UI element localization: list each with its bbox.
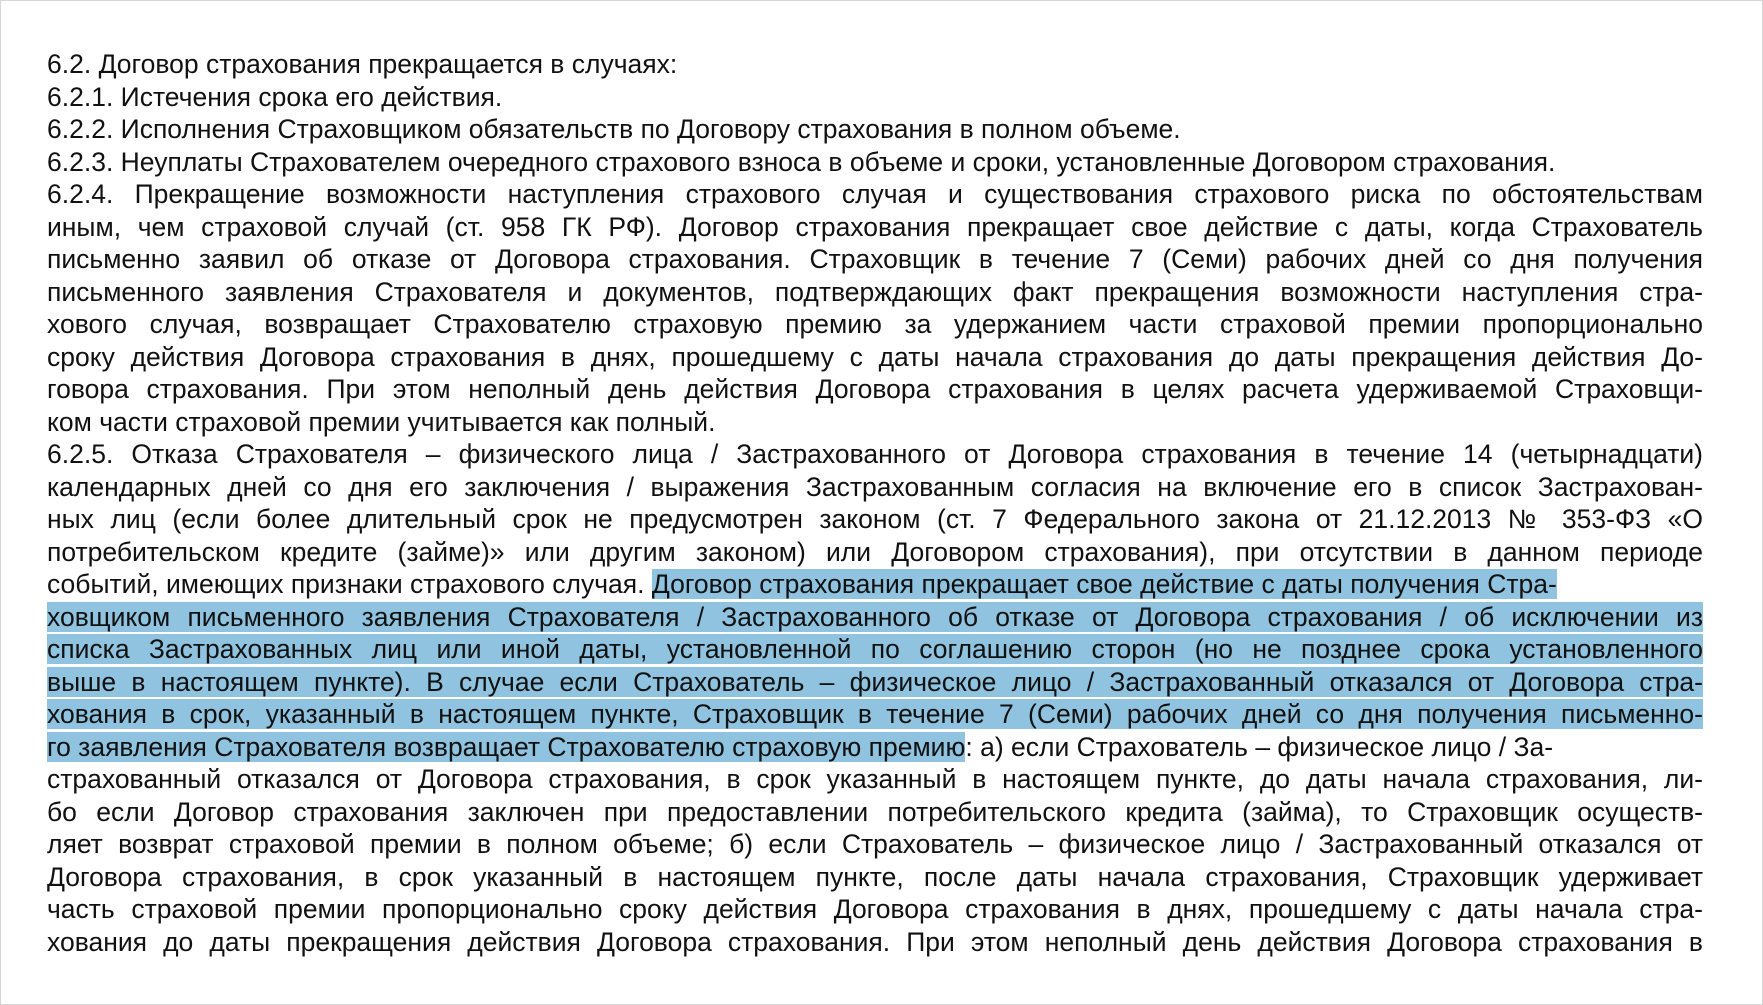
highlighted-text: ховщиком письменного заявления Страхователя / Застрахованного об отказе от Договора страхования / об исключении из — [47, 601, 1703, 632]
highlighted-text: хования в срок, указанный в настоящем пункте, Страховщик в течение 7 (Семи) рабочих дней со дня получения письменно- — [47, 699, 1703, 729]
text-line — [47, 601, 1703, 634]
text-line — [47, 536, 1703, 569]
text-line — [47, 373, 1703, 406]
text-segment: 6.2.5. Отказа Страхователя – физического лица / Застрахованного от Договора страхования в течение 14 (четырнадцати) — [47, 439, 1703, 469]
text-line — [47, 731, 1703, 764]
text-segment: событий, имеющих признаки страхового случая. — [47, 569, 652, 599]
text-segment: 6.2.2. Исполнения Страховщиком обязательств по Договору страхования в полном объеме. — [47, 114, 1181, 144]
text-segment: письменно заявил об отказе от Договора страхования. Страховщик в течение 7 (Семи) рабочих дней со дня получения — [47, 244, 1703, 274]
text-segment: бо если Договор страхования заключен при предоставлении потребительского кредита (займа), то Страховщик осуществ- — [47, 796, 1703, 827]
highlighted-text: го заявления Страхователя возвращает Страхователю страховую премию — [47, 731, 966, 762]
text-segment: ляет возврат страховой премии в полном объеме; б) если Страхователь – физическое лицо / Застрахованный отказался от — [47, 829, 1703, 859]
text-line — [47, 666, 1703, 699]
document-text[interactable] — [47, 48, 1703, 958]
text-line — [47, 81, 1703, 114]
text-segment: ком части страховой премии учитывается как полный. — [47, 406, 716, 437]
text-line — [47, 48, 1703, 81]
text-line — [47, 633, 1703, 666]
highlighted-text: списка Застрахованных лиц или иной даты, установленной по соглашению сторон (но не позднее срока установленного — [47, 634, 1703, 664]
text-line — [47, 861, 1703, 894]
text-segment: страхованный отказался от Договора страхования, в срок указанный в настоящем пункте, до даты начала страхования, ли- — [47, 764, 1703, 794]
text-line — [47, 828, 1703, 861]
highlighted-text: Договор страхования прекращает свое действие с даты получения Стра- — [651, 569, 1557, 599]
text-line — [47, 406, 1703, 439]
text-line — [47, 178, 1703, 211]
text-segment: сроку действия Договора страхования в днях, прошедшему с даты начала страхования до даты прекращения действия До- — [47, 341, 1703, 372]
text-segment: : а) если Страхователь – физическое лицо / За- — [965, 731, 1554, 762]
text-segment: хового случая, возвращает Страхователю страховую премию за удержанием части страховой премии пропорционально — [47, 309, 1703, 339]
text-line — [47, 276, 1703, 309]
text-segment: иным, чем страховой случай (ст. 958 ГК РФ). Договор страхования прекращает свое действие с даты, когда Страхователь — [47, 211, 1703, 242]
text-segment: часть страховой премии пропорционально сроку действия Договора страхования в днях, прошедшему с даты начала стра- — [47, 894, 1703, 924]
text-line — [47, 926, 1703, 959]
text-segment: 6.2. Договор страхования прекращается в случаях: — [47, 49, 678, 79]
text-segment: Договора страхования, в срок указанный в настоящем пункте, после даты начала страхования, Страховщик удерживает — [47, 861, 1703, 892]
text-line — [47, 341, 1703, 374]
text-line — [47, 113, 1703, 146]
text-line — [47, 146, 1703, 179]
text-segment: потребительском кредите (займе)» или другим законом) или Договором страхования), при отсутствии в данном периоде — [47, 536, 1703, 567]
text-line — [47, 211, 1703, 244]
text-line — [47, 893, 1703, 926]
text-line — [47, 308, 1703, 341]
text-segment: 6.2.4. Прекращение возможности наступления страхового случая и существования страхового риска по обстоятельствам — [47, 179, 1703, 209]
text-segment: хования до даты прекращения действия Договора страхования. При этом неполный день действия Договора страхования в — [47, 926, 1703, 957]
text-line — [47, 796, 1703, 829]
text-line — [47, 568, 1703, 601]
text-segment: письменного заявления Страхователя и документов, подтверждающих факт прекращения возможности наступления стра- — [47, 276, 1703, 307]
text-segment: 6.2.1. Истечения срока его действия. — [47, 81, 503, 112]
text-line — [47, 698, 1703, 731]
text-line — [47, 763, 1703, 796]
text-segment: 6.2.3. Неуплаты Страхователем очередного страхового взноса в объеме и сроки, установленные Договором страхования. — [47, 146, 1556, 177]
text-line — [47, 438, 1703, 471]
text-line — [47, 471, 1703, 504]
text-line — [47, 503, 1703, 536]
text-segment: говора страхования. При этом неполный день действия Договора страхования в целях расчета удерживаемой Страховщи- — [47, 374, 1703, 404]
text-segment: календарных дней со дня его заключения / выражения Застрахованным согласия на включение его в список Застрахован- — [47, 471, 1703, 502]
highlighted-text: выше в настоящем пункте). В случае если Страхователь – физическое лицо / Застрахованный отказался от Договора стра- — [47, 666, 1703, 697]
text-segment: ных лиц (если более длительный срок не предусмотрен законом (ст. 7 Федерального закона от 21.12.2013 № 353-ФЗ «О — [47, 504, 1703, 534]
text-line — [47, 243, 1703, 276]
